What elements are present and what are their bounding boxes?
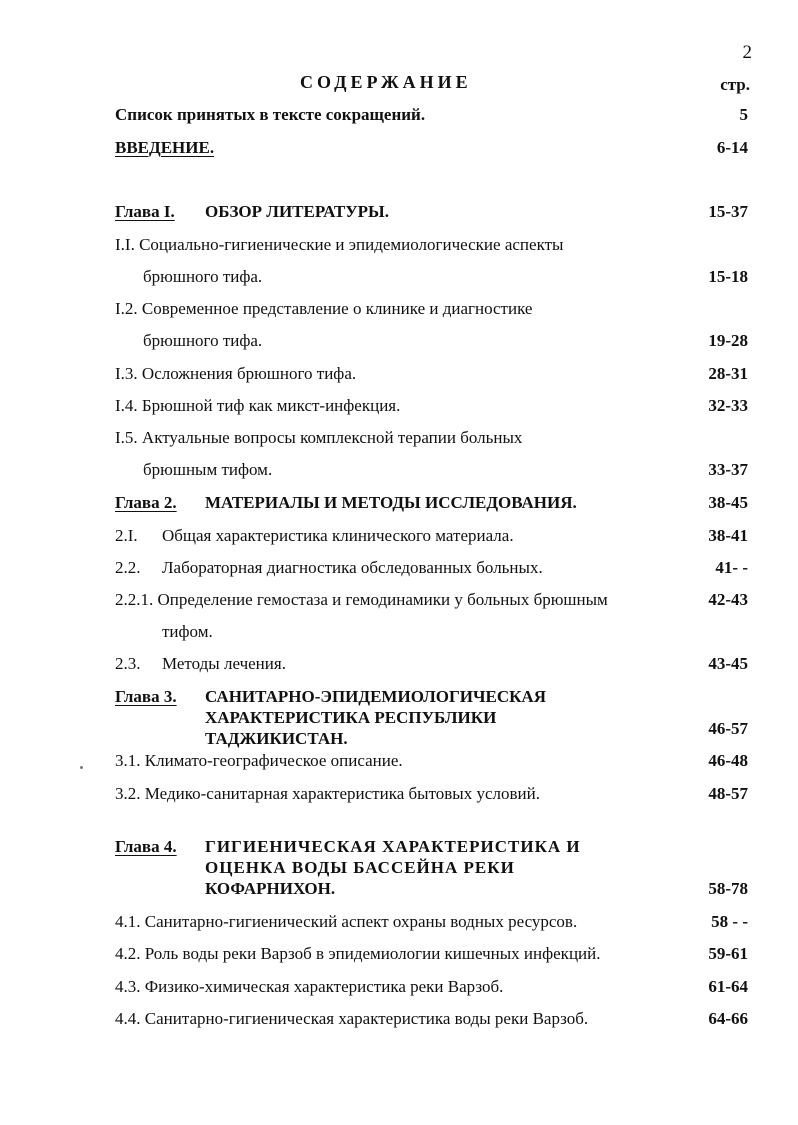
- chapter-title-line-2: ХАРАКТЕРИСТИКА РЕСПУБЛИКИ: [205, 708, 497, 727]
- chapter-title-line-1: ГИГИЕНИЧЕСКАЯ ХАРАКТЕРИСТИКА И: [205, 837, 581, 856]
- contents-title: СОДЕРЖАНИЕ: [300, 72, 472, 92]
- toc-entry-text: 2.2.1. Определение гемостаза и гемодинамики у больных брюшным: [115, 590, 608, 609]
- chapter-label: Глава I.: [115, 202, 175, 221]
- toc-entry-text-continued: тифом.: [162, 622, 213, 641]
- toc-entry-pages: 58-78: [708, 879, 748, 898]
- toc-entry-pages: 64-66: [708, 1009, 748, 1028]
- toc-entry-text: 3.1. Климато-географическое описание.: [115, 751, 403, 770]
- toc-entry-pages: 48-57: [708, 784, 748, 803]
- scan-speck: [80, 766, 83, 769]
- chapter-title: ОБЗОР ЛИТЕРАТУРЫ.: [205, 202, 389, 221]
- chapter-label: Глава 2.: [115, 493, 177, 512]
- toc-entry-pages: 15-37: [708, 202, 748, 221]
- toc-entry-pages: 61-64: [708, 977, 748, 996]
- toc-entry-text: Общая характеристика клинического материала.: [162, 526, 514, 545]
- chapter-title: МАТЕРИАЛЫ И МЕТОДЫ ИССЛЕДОВАНИЯ.: [205, 493, 577, 512]
- toc-entry-pages: 41- -: [715, 558, 748, 577]
- toc-entry-text: Методы лечения.: [162, 654, 286, 673]
- chapter-title-line-2: ОЦЕНКА ВОДЫ БАССЕЙНА РЕКИ: [205, 858, 515, 877]
- toc-entry-pages: 46-48: [708, 751, 748, 770]
- toc-entry-pages: 32-33: [708, 396, 748, 415]
- toc-entry-pages: 43-45: [708, 654, 748, 673]
- toc-entry-text: 3.2. Медико-санитарная характеристика бытовых условий.: [115, 784, 540, 803]
- toc-entry-text: I.5. Актуальные вопросы комплексной терапии больных: [115, 428, 523, 447]
- toc-entry-text: I.2. Современное представление о клинике и диагностике: [115, 299, 533, 318]
- toc-entry-text: 4.3. Физико-химическая характеристика реки Варзоб.: [115, 977, 504, 996]
- toc-entry-text: I.3. Осложнения брюшного тифа.: [115, 364, 357, 383]
- toc-entry-text: Лабораторная диагностика обследованных больных.: [162, 558, 543, 577]
- chapter-title-line-3: КОФАРНИХОН.: [205, 879, 336, 898]
- toc-entry-text: Список принятых в тексте сокращений.: [115, 105, 426, 124]
- toc-entry-pages: 15-18: [708, 267, 748, 286]
- toc-entry-text: 4.1. Санитарно-гигиенический аспект охраны водных ресурсов.: [115, 912, 578, 931]
- toc-entry-pages: 5: [739, 105, 748, 124]
- pages-column-label: стр.: [720, 75, 750, 94]
- toc-entry-text-continued: брюшного тифа.: [143, 267, 263, 286]
- chapter-title-line-3: ТАДЖИКИСТАН.: [205, 729, 348, 748]
- toc-entry-pages: 38-41: [708, 526, 748, 545]
- toc-entry-text: ВВЕДЕНИЕ.: [115, 138, 215, 157]
- page-number: 2: [742, 42, 752, 63]
- toc-entry-pages: 33-37: [708, 460, 748, 479]
- toc-entry-text: 4.4. Санитарно-гигиеническая характеристика воды реки Варзоб.: [115, 1009, 589, 1028]
- toc-entry-pages: 59-61: [708, 944, 748, 963]
- toc-entry-number: 2.I.: [115, 526, 138, 545]
- chapter-label: Глава 4.: [115, 837, 177, 856]
- toc-entry-pages: 6-14: [716, 138, 748, 157]
- toc-entry-text-continued: брюшным тифом.: [143, 460, 273, 479]
- toc-entry-text: 4.2. Роль воды реки Варзоб в эпидемиологии кишечных инфекций.: [115, 944, 601, 963]
- toc-entry-number: 2.3.: [115, 654, 141, 673]
- chapter-label: Глава 3.: [115, 687, 177, 706]
- toc-entry-text-continued: брюшного тифа.: [143, 331, 263, 350]
- toc-entry-pages: 46-57: [708, 719, 748, 738]
- toc-entry-number: 2.2.: [115, 558, 141, 577]
- toc-entry-pages: 38-45: [708, 493, 748, 512]
- toc-entry-text: I.4. Брюшной тиф как микст-инфекция.: [115, 396, 401, 415]
- toc-entry-pages: 58 - -: [711, 912, 748, 931]
- toc-entry-pages: 19-28: [708, 331, 748, 350]
- toc-entry-text: I.I. Социально-гигиенические и эпидемиологические аспекты: [115, 235, 564, 254]
- chapter-title-line-1: САНИТАРНО-ЭПИДЕМИОЛОГИЧЕСКАЯ: [205, 687, 546, 706]
- toc-entry-pages: 28-31: [708, 364, 748, 383]
- toc-entry-pages: 42-43: [708, 590, 748, 609]
